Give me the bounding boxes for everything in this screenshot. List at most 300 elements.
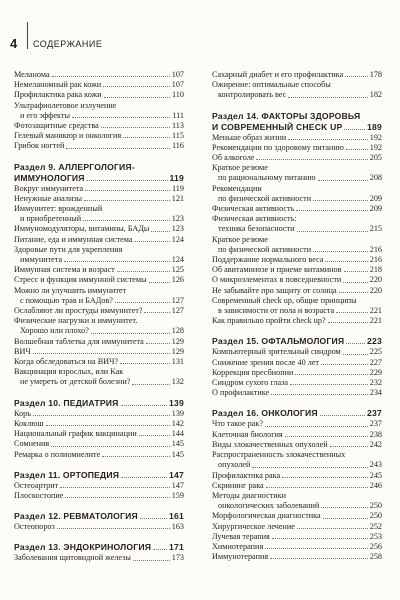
toc-entry-title: опухолей <box>218 460 251 470</box>
toc-page-number: 115 <box>172 131 184 141</box>
leader-dots <box>133 560 170 561</box>
toc-entry[interactable] <box>212 214 382 224</box>
toc-entry-title: Синдром сухого глаза <box>212 378 288 388</box>
toc-entry[interactable] <box>14 194 184 204</box>
toc-entry-title: Остеопороз <box>14 522 55 532</box>
toc-entry[interactable] <box>14 409 184 419</box>
toc-page-number: 116 <box>172 141 184 151</box>
toc-entry[interactable] <box>14 337 184 347</box>
leader-dots <box>117 271 170 272</box>
leader-dots <box>265 548 368 549</box>
toc-entry-title: О профилактике <box>212 388 270 398</box>
toc-entry-title: Лучевая терапия <box>212 531 270 541</box>
toc-entry-title: Профилактика рака <box>212 470 281 480</box>
leader-dots <box>149 282 170 283</box>
toc-page-number: 123 <box>171 224 184 234</box>
leader-dots <box>297 231 368 232</box>
toc-page-number: 209 <box>369 204 382 214</box>
toc-section-heading[interactable] <box>212 336 382 347</box>
leader-dots <box>57 528 170 529</box>
section-gap <box>14 152 184 162</box>
toc-page-number: 205 <box>369 153 382 163</box>
leader-dots <box>146 343 170 344</box>
toc-entry-title: Клеточная биология <box>212 429 283 439</box>
toc-entry[interactable] <box>212 70 382 80</box>
toc-entry-title: Питание, еда и иммунная система <box>14 234 133 244</box>
toc-entry[interactable] <box>212 378 382 388</box>
leader-dots <box>296 210 367 211</box>
leader-dots <box>313 251 368 252</box>
toc-section-heading[interactable] <box>14 542 184 553</box>
leader-dots <box>87 180 168 181</box>
leader-dots <box>339 292 368 293</box>
toc-entry[interactable] <box>212 163 382 173</box>
toc-entry[interactable] <box>212 235 382 245</box>
toc-entry-title: Раздел 13. ЭНДОКРИНОЛОГИЯ <box>14 542 152 553</box>
toc-entry-title: Профилактика рака кожи <box>14 90 102 100</box>
leader-dots <box>320 415 365 416</box>
toc-entry-title: Раздел 9. АЛЛЕРГОЛОГИЯ- <box>14 161 135 172</box>
toc-entry[interactable] <box>14 265 184 275</box>
leader-dots <box>66 148 170 149</box>
toc-page-number: 253 <box>369 531 382 541</box>
toc-entry[interactable] <box>14 296 184 306</box>
toc-entry[interactable] <box>212 90 382 100</box>
toc-entry[interactable] <box>14 184 184 194</box>
toc-entry[interactable] <box>212 255 382 265</box>
toc-page-number: 163 <box>171 522 184 532</box>
toc-entry-title: Плоскостопие <box>14 490 64 500</box>
toc-entry[interactable] <box>212 460 382 470</box>
leader-dots <box>144 312 169 313</box>
leader-dots <box>344 271 368 272</box>
toc-entry[interactable] <box>14 316 184 326</box>
toc-section-heading[interactable] <box>14 173 184 184</box>
toc-page-number: 147 <box>169 469 184 480</box>
running-title: СОДЕРЖАНИЕ <box>33 39 103 49</box>
toc-entry[interactable] <box>212 532 382 542</box>
toc-entry-title: Современный check up, общие принципы <box>212 295 357 305</box>
toc-entry-title: Ненужные анализы <box>14 193 83 203</box>
toc-page-number: 126 <box>171 275 184 285</box>
toc-entry-title: Физические нагрузки и иммунитет. <box>14 316 138 326</box>
toc-section-heading[interactable] <box>14 470 184 481</box>
toc-entry[interactable] <box>212 481 382 491</box>
toc-page-number: 125 <box>171 265 184 275</box>
leader-dots <box>46 425 170 426</box>
leader-dots <box>51 446 170 447</box>
toc-entry-title: контролировать вес <box>218 90 287 100</box>
toc-page-number: 178 <box>369 70 382 79</box>
leader-dots <box>282 477 368 478</box>
toc-entry[interactable] <box>212 491 382 501</box>
toc-entry[interactable] <box>14 419 184 429</box>
toc-entry-title: Снижение зрения после 40 лет <box>212 357 320 367</box>
toc-page-number: 107 <box>171 70 184 79</box>
toc-entry[interactable] <box>212 358 382 368</box>
toc-entry[interactable] <box>212 430 382 440</box>
leader-dots <box>271 394 368 395</box>
toc-entry[interactable] <box>14 235 184 245</box>
toc-entry-title: техника безопасности <box>218 224 295 234</box>
leader-dots <box>321 507 367 508</box>
header-divider <box>27 22 28 49</box>
toc-page-number: 245 <box>369 470 382 480</box>
toc-entry-title: Коррекция пресбиопии <box>212 367 294 377</box>
toc-page-number: 237 <box>369 419 382 429</box>
toc-entry-title: Физическая активность <box>212 204 295 214</box>
toc-entry[interactable] <box>14 204 184 214</box>
toc-entry[interactable] <box>212 143 382 153</box>
toc-entry-title: Компьютерный зрительный синдром <box>212 347 341 357</box>
leader-dots <box>121 405 168 406</box>
toc-page-number: 218 <box>369 265 382 275</box>
toc-right-column <box>212 70 382 562</box>
toc-entry[interactable] <box>14 553 184 563</box>
toc-entry[interactable] <box>14 224 184 234</box>
toc-entry-title: Раздел 14. ФАКТОРЫ ЗДОРОВЬЯ <box>212 110 361 121</box>
section-gap <box>212 326 382 336</box>
leader-dots <box>153 549 167 550</box>
toc-entry-title: Грибок ногтей <box>14 141 65 151</box>
toc-entry-title: Вакцинация взрослых, или Как <box>14 367 124 377</box>
toc-entry[interactable] <box>14 306 184 316</box>
toc-entry-title: Волшебная таблетка для иммунитета <box>14 336 144 346</box>
toc-page-number: 243 <box>369 460 382 470</box>
leader-dots <box>91 333 170 334</box>
section-gap <box>14 532 184 542</box>
toc-entry-title: Ультрафиолетовое излучение <box>14 100 117 110</box>
toc-entry[interactable] <box>212 552 382 562</box>
leader-dots <box>330 446 368 447</box>
leader-dots <box>336 312 368 313</box>
toc-page-number: 145 <box>171 449 184 459</box>
toc-entry-title: Сомнения <box>14 439 50 449</box>
toc-page-number: 209 <box>369 193 382 203</box>
toc-entry[interactable] <box>14 357 184 367</box>
leader-dots <box>72 117 170 118</box>
toc-entry-title: Раздел 15. ОФТАЛЬМОЛОГИЯ <box>212 336 345 347</box>
toc-section-heading[interactable] <box>14 511 184 522</box>
toc-page-number: 182 <box>369 90 382 100</box>
toc-entry-title: Виды злокачественных опухолей <box>212 439 328 449</box>
toc-entry[interactable] <box>14 326 184 336</box>
toc-page-number: 221 <box>369 306 382 316</box>
leader-dots <box>115 302 170 303</box>
leader-dots <box>346 149 368 150</box>
toc-entry-title: Краткое резюме <box>212 163 268 173</box>
leader-dots <box>265 426 368 427</box>
toc-entry-title: Раздел 11. ОРТОПЕДИЯ <box>14 469 120 480</box>
toc-entry[interactable] <box>212 204 382 214</box>
toc-entry[interactable] <box>212 153 382 163</box>
toc-entry-title: Хирургическое лечение <box>212 521 295 531</box>
toc-entry-title: Химиотерапия <box>212 541 264 551</box>
toc-entry[interactable] <box>212 511 382 521</box>
toc-entry[interactable] <box>14 439 184 449</box>
leader-dots <box>288 97 367 98</box>
toc-page-number: 223 <box>367 336 382 347</box>
toc-entry-title: Меланома <box>14 70 50 79</box>
section-gap <box>14 501 184 511</box>
toc-entry[interactable] <box>14 90 184 100</box>
toc-entry-title: с помощью трав и БАДов? <box>20 295 113 305</box>
toc-section-heading[interactable] <box>212 122 382 133</box>
toc-entry-title: и приобретенный <box>20 214 82 224</box>
toc-entry-title: по физической активности <box>218 244 312 254</box>
toc-entry[interactable] <box>14 450 184 460</box>
toc-page-number: 127 <box>171 306 184 316</box>
toc-entry-title: Сахарный диабет и его профилактика <box>212 70 344 79</box>
toc-entry[interactable] <box>14 101 184 111</box>
toc-entry-title: и его эффекты <box>20 110 70 120</box>
toc-entry-title: Меньше образ жизни <box>212 132 287 142</box>
toc-page-number: 234 <box>369 388 382 398</box>
toc-entry[interactable] <box>14 70 184 80</box>
page-header <box>0 0 400 50</box>
toc-entry-title: Немеланомный рак кожи <box>14 80 102 90</box>
leader-dots <box>33 415 170 416</box>
toc-page-number: 110 <box>172 90 184 100</box>
leader-dots <box>139 435 170 436</box>
toc-page-number: 208 <box>369 173 382 183</box>
toc-entry[interactable] <box>14 245 184 255</box>
toc-entry[interactable] <box>14 111 184 121</box>
toc-page-number: 128 <box>171 326 184 336</box>
toc-section-heading[interactable] <box>14 398 184 409</box>
leader-dots <box>123 137 170 138</box>
toc-page-number: 227 <box>369 357 382 367</box>
toc-entry[interactable] <box>14 522 184 532</box>
toc-page-number: 252 <box>369 521 382 531</box>
toc-page-number: 129 <box>171 336 184 346</box>
toc-page-number: 171 <box>169 542 184 553</box>
leader-dots <box>288 139 368 140</box>
toc-entry[interactable] <box>212 184 382 194</box>
toc-page-number: 192 <box>369 142 382 152</box>
toc-entry[interactable] <box>14 255 184 265</box>
section-gap <box>14 388 184 398</box>
leader-dots <box>318 180 368 181</box>
toc-entry[interactable] <box>212 419 382 429</box>
toc-entry[interactable] <box>212 440 382 450</box>
toc-page-number: 124 <box>171 255 184 265</box>
toc-entry-title: Распространенность злокачественных <box>212 450 346 460</box>
toc-entry[interactable] <box>212 388 382 398</box>
leader-dots <box>151 231 169 232</box>
leader-dots <box>60 487 170 488</box>
toc-page-number: 220 <box>369 275 382 285</box>
leader-dots <box>345 76 367 77</box>
toc-entry[interactable] <box>212 275 382 285</box>
leader-dots <box>272 538 368 539</box>
toc-entry-title: Не забывайте про защиту от солнца <box>212 285 337 295</box>
toc-entry-title: онкологических заболеваний <box>218 501 320 511</box>
toc-entry[interactable] <box>14 377 184 387</box>
toc-entry-title: по физической активности <box>218 193 312 203</box>
toc-entry-title: Поддержание нормального веса <box>212 255 324 265</box>
toc-entry-title: Стресс и функция иммунной системы <box>14 275 147 285</box>
toc-entry[interactable] <box>212 224 382 234</box>
toc-entry-title: Рекомендации по здоровому питанию <box>212 142 344 152</box>
toc-page-number: 216 <box>369 244 382 254</box>
toc-entry[interactable] <box>212 368 382 378</box>
toc-entry[interactable] <box>14 121 184 131</box>
toc-page-number: 139 <box>171 408 184 418</box>
toc-entry-title: Иммунитет: врожденный <box>14 204 103 214</box>
toc-entry-title: Здоровые пути для укрепления <box>14 244 123 254</box>
toc-page-number: 107 <box>171 80 184 90</box>
toc-section-heading[interactable] <box>212 111 382 122</box>
leader-dots <box>84 200 170 201</box>
toc-page-number: 192 <box>369 132 382 142</box>
toc-entry-title: Когда обследоваться на ВИЧ? <box>14 357 119 367</box>
toc-entry-title: Заболевания щитовидной железы <box>14 553 131 563</box>
leader-dots <box>135 241 170 242</box>
leader-dots <box>83 220 170 221</box>
toc-entry[interactable] <box>212 306 382 316</box>
leader-dots <box>266 487 368 488</box>
toc-page-number: 145 <box>171 439 184 449</box>
toc-page-number: 232 <box>369 378 382 388</box>
leader-dots <box>140 518 167 519</box>
toc-entry[interactable] <box>212 173 382 183</box>
leader-dots <box>346 343 365 344</box>
toc-entry-title: Методы диагностики <box>212 490 287 500</box>
toc-page-number: 147 <box>171 480 184 490</box>
page-number: 4 <box>10 36 18 51</box>
toc-page-number: 238 <box>369 429 382 439</box>
toc-page-number: 229 <box>369 367 382 377</box>
toc-page-number: 258 <box>369 552 382 562</box>
toc-page-number: 250 <box>369 511 382 521</box>
leader-dots <box>132 384 169 385</box>
toc-page-number: 142 <box>171 418 184 428</box>
section-gap <box>212 398 382 408</box>
toc-page-number: 123 <box>171 214 184 224</box>
toc-entry[interactable] <box>212 286 382 296</box>
toc-entry-title: Физическая активность: <box>212 214 297 224</box>
toc-page-number: 173 <box>171 553 184 563</box>
toc-page-number: 250 <box>369 501 382 511</box>
toc-entry[interactable] <box>212 245 382 255</box>
toc-page-number: 113 <box>172 121 184 131</box>
toc-entry-title: Фотозащитные средства <box>14 121 99 131</box>
toc-page-number: 225 <box>369 347 382 357</box>
leader-dots <box>85 190 170 191</box>
leader-dots <box>323 518 368 519</box>
toc-entry-title: Раздел 12. РЕВМАТОЛОГИЯ <box>14 511 138 522</box>
toc-entry-title: Хорошо или плохо? <box>20 326 89 336</box>
toc-entry[interactable] <box>14 275 184 285</box>
toc-entry-title: Национальный график вакцинации <box>14 429 137 439</box>
toc-entry[interactable] <box>212 347 382 357</box>
toc-entry[interactable] <box>212 522 382 532</box>
toc-page-number: 220 <box>369 285 382 295</box>
toc-page-number: 144 <box>171 429 184 439</box>
toc-entry-title: Скрининг рака <box>212 480 264 490</box>
toc-entry-title: ИММУНОЛОГИЯ <box>14 172 85 183</box>
toc-entry-title: Что такое рак? <box>212 419 264 429</box>
toc-entry[interactable] <box>212 450 382 460</box>
toc-entry-title: Об алкоголе <box>212 153 255 163</box>
toc-entry[interactable] <box>14 491 184 501</box>
toc-entry[interactable] <box>212 471 382 481</box>
toc-entry-title: Остеоартрит <box>14 480 59 490</box>
toc-entry-title: Рекомендации <box>212 183 262 193</box>
toc-entry-title: не умереть от детской болезни? <box>20 377 131 387</box>
leader-dots <box>343 354 368 355</box>
leader-dots <box>290 384 368 385</box>
toc-entry-title: Ожирение: оптимальные способы <box>212 80 331 90</box>
toc-entry[interactable] <box>14 347 184 357</box>
toc-page-number: 221 <box>369 316 382 326</box>
toc-page-number: 131 <box>171 357 184 367</box>
toc-entry[interactable] <box>212 296 382 306</box>
toc-entry-title: И СОВРЕМЕННЫЙ CHECK UP <box>212 121 343 132</box>
leader-dots <box>103 86 170 87</box>
toc-entry[interactable] <box>212 265 382 275</box>
toc-entry[interactable] <box>14 429 184 439</box>
toc-page-number: 242 <box>369 439 382 449</box>
toc-entry-title: Иммунотерапия <box>212 552 269 562</box>
toc-page-number: 129 <box>171 346 184 356</box>
toc-entry-title: О микроэлементах в повседневности <box>212 275 342 285</box>
toc-entry-title: Можно ли улучшить иммунитет <box>14 285 127 295</box>
toc-page-number: 111 <box>172 110 184 120</box>
toc-entry[interactable] <box>14 481 184 491</box>
leader-dots <box>121 477 167 478</box>
toc-entry-title: Иммунная система и возраст <box>14 265 115 275</box>
toc-page-number: 127 <box>171 295 184 305</box>
toc-entry-title: Иммуномодуляторы, витамины, БАДы <box>14 224 150 234</box>
toc-section-heading[interactable] <box>14 162 184 173</box>
toc-entry[interactable] <box>14 141 184 151</box>
toc-page-number: 246 <box>369 480 382 490</box>
toc-entry[interactable] <box>212 194 382 204</box>
leader-dots <box>295 374 367 375</box>
toc-entry-title: Ремарка о полиомиелите <box>14 449 101 459</box>
leader-dots <box>64 261 170 262</box>
toc-entry[interactable] <box>14 131 184 141</box>
toc-page-number: 121 <box>171 193 184 203</box>
toc-entry-title: Корь <box>14 408 31 418</box>
toc-entry[interactable] <box>14 80 184 90</box>
toc-entry[interactable] <box>212 542 382 552</box>
toc-entry[interactable] <box>212 501 382 511</box>
toc-entry[interactable] <box>14 214 184 224</box>
toc-entry-title: ВИЧ <box>14 346 31 356</box>
toc-entry[interactable] <box>212 133 382 143</box>
toc-page-number: 161 <box>169 511 184 522</box>
section-gap <box>14 460 184 470</box>
leader-dots <box>120 363 170 364</box>
toc-section-heading[interactable] <box>212 408 382 419</box>
toc-page-number: 159 <box>171 490 184 500</box>
toc-page-number: 216 <box>369 255 382 265</box>
toc-entry-title: в зависимости от пола и возраста <box>218 306 335 316</box>
toc-entry-title: Морфологическая диагностика <box>212 511 321 521</box>
toc-page-number: 132 <box>171 377 184 387</box>
leader-dots <box>325 261 367 262</box>
toc-entry-title: Раздел 10. ПЕДИАТРИЯ <box>14 397 119 408</box>
section-gap <box>212 101 382 111</box>
toc-entry[interactable] <box>14 286 184 296</box>
toc-entry[interactable] <box>212 80 382 90</box>
toc-entry[interactable] <box>212 316 382 326</box>
toc-entry[interactable] <box>14 367 184 377</box>
toc-page-number: 119 <box>172 183 184 193</box>
